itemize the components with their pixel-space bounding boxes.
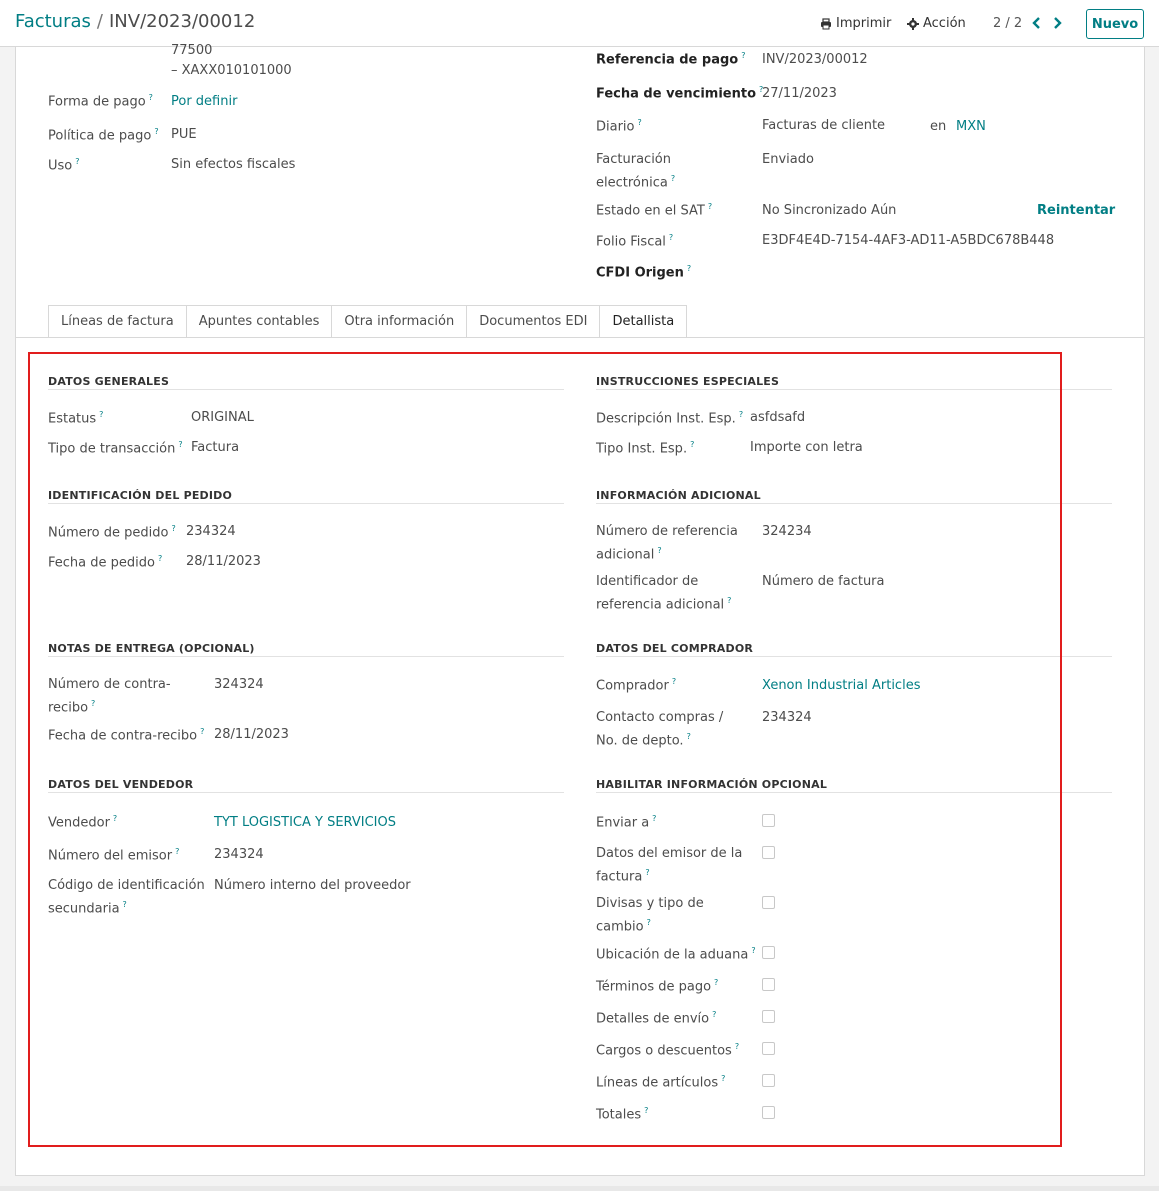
opt-totales-checkbox[interactable] [762, 1106, 775, 1119]
folio-label: Folio Fiscal ? [596, 233, 674, 250]
chevron-left-icon [1031, 16, 1041, 30]
help-icon[interactable]: ? [671, 677, 677, 686]
currency-field[interactable]: MXN [956, 119, 986, 134]
help-icon[interactable]: ? [686, 264, 692, 273]
section-divider [48, 503, 564, 504]
partner-address-zip: 77500 [171, 43, 213, 58]
num-ref-adicional-label: Número de referencia adicional ? [596, 524, 738, 563]
section-title-vendedor: DATOS DEL VENDEDOR [48, 778, 194, 791]
fecha-pedido-field[interactable]: 28/11/2023 [186, 554, 261, 569]
breadcrumb [15, 11, 255, 32]
uso-label: Uso ? [48, 157, 80, 174]
tipo-inst-field[interactable]: Importe con letra [750, 440, 863, 455]
help-icon[interactable]: ? [637, 118, 642, 127]
help-icon[interactable]: ? [707, 202, 713, 211]
help-icon[interactable]: ? [738, 410, 744, 419]
numero-emisor-label: Número del emisor ? [48, 847, 180, 864]
help-icon[interactable]: ? [171, 524, 176, 533]
tab-lineas-factura[interactable]: Líneas de factura [48, 305, 186, 338]
section-divider [596, 792, 1112, 793]
ref-pago-label: Referencia de pago ? [596, 51, 746, 68]
politica-pago-field[interactable]: PUE [171, 127, 197, 142]
estatus-label: Estatus ? [48, 410, 104, 427]
section-divider [596, 656, 1112, 657]
forma-pago-label: Forma de pago ? [48, 93, 153, 110]
opt-lineas-articulos-label: Líneas de artículos ? [596, 1074, 726, 1091]
section-divider [48, 389, 564, 390]
pager-value[interactable]: 2 / 2 [993, 16, 1023, 31]
comprador-field[interactable]: Xenon Industrial Articles [762, 678, 921, 693]
help-icon[interactable]: ? [690, 440, 695, 449]
forma-pago-field[interactable]: Por definir [171, 94, 238, 109]
tab-divider [16, 337, 1144, 338]
help-icon[interactable]: ? [646, 918, 651, 927]
fecha-contra-recibo-field[interactable]: 28/11/2023 [214, 727, 289, 742]
help-icon[interactable]: ? [759, 85, 764, 94]
num-ref-adicional-field[interactable]: 324234 [762, 524, 812, 539]
help-icon[interactable]: ? [112, 814, 118, 823]
tab-detallista[interactable]: Detallista [599, 305, 687, 338]
help-icon[interactable]: ? [751, 946, 756, 955]
numero-pedido-field[interactable]: 234324 [186, 524, 236, 539]
help-icon[interactable]: ? [668, 233, 674, 242]
descripcion-inst-label: Descripción Inst. Esp. ? [596, 410, 744, 427]
help-icon[interactable]: ? [670, 174, 676, 183]
help-icon[interactable]: ? [157, 554, 163, 563]
estado-sat-field[interactable]: No Sincronizado Aún [762, 203, 897, 218]
tab-apuntes-contables[interactable]: Apuntes contables [186, 305, 332, 338]
contra-recibo-label: Número de contra-recibo ? [48, 677, 171, 716]
vencimiento-label: Fecha de vencimiento ? [596, 85, 764, 102]
vencimiento-field[interactable]: 27/11/2023 [762, 86, 837, 101]
section-title-pedido: IDENTIFICACIÓN DEL PEDIDO [48, 489, 233, 502]
action-label: Acción [923, 16, 966, 31]
help-icon[interactable]: ? [644, 1106, 649, 1115]
cfdi-origen-label: CFDI Origen ? [596, 264, 692, 281]
opt-terminos-pago-label: Términos de pago ? [596, 978, 719, 995]
chevron-right-icon [1053, 16, 1063, 30]
help-icon[interactable]: ? [148, 93, 153, 102]
diario-en-text: en [930, 119, 947, 134]
codigo-identificacion-field[interactable]: Número interno del proveedor [214, 878, 411, 893]
help-icon[interactable]: ? [712, 1010, 717, 1019]
opt-datos-emisor-label: Datos del emisor de la factura ? [596, 846, 743, 885]
comprador-label: Comprador ? [596, 677, 677, 694]
ident-ref-adicional-label: Identificador de referencia adicional ? [596, 574, 732, 613]
section-title-instrucciones: INSTRUCCIONES ESPECIALES [596, 375, 780, 388]
ident-ref-adicional-field[interactable]: Número de factura [762, 574, 885, 589]
help-icon[interactable]: ? [721, 1074, 726, 1083]
print-label: Imprimir [836, 16, 892, 31]
pager-next-button[interactable] [1050, 14, 1066, 32]
tab-documentos-edi[interactable]: Documentos EDI [466, 305, 599, 338]
contacto-compras-field[interactable]: 234324 [762, 710, 812, 725]
opt-detalles-envio-checkbox[interactable] [762, 1010, 775, 1023]
section-divider [48, 656, 564, 657]
opt-lineas-articulos-checkbox[interactable] [762, 1074, 775, 1087]
ref-pago-field[interactable]: INV/2023/00012 [762, 52, 868, 67]
fecha-contra-recibo-label: Fecha de contra-recibo ? [48, 727, 205, 744]
help-icon[interactable]: ? [714, 978, 719, 987]
breadcrumb-facturas-link[interactable]: Facturas [15, 11, 91, 32]
help-icon[interactable]: ? [657, 546, 662, 555]
tab-otra-informacion[interactable]: Otra información [331, 305, 466, 338]
help-icon[interactable]: ? [154, 127, 159, 136]
vendedor-label: Vendedor ? [48, 814, 118, 831]
print-icon [820, 18, 832, 30]
section-title-entrega: NOTAS DE ENTREGA (OPCIONAL) [48, 642, 255, 655]
opt-terminos-pago-checkbox[interactable] [762, 978, 775, 991]
facturacion-field[interactable]: Enviado [762, 152, 814, 167]
opt-enviar-a-checkbox[interactable] [762, 814, 775, 827]
partner-address-vat: – XAXX010101000 [171, 63, 292, 78]
help-icon[interactable]: ? [200, 727, 205, 736]
tipo-transaccion-label: Tipo de transacción ? [48, 440, 183, 457]
section-title-comprador: DATOS DEL COMPRADOR [596, 642, 754, 655]
uso-field[interactable]: Sin efectos fiscales [171, 157, 296, 172]
vendedor-field[interactable]: TYT LOGISTICA Y SERVICIOS [214, 815, 396, 830]
opt-cargos-label: Cargos o descuentos ? [596, 1042, 740, 1059]
diario-label: Diario ? [596, 118, 642, 135]
help-icon[interactable]: ? [686, 732, 691, 741]
help-icon[interactable]: ? [91, 699, 96, 708]
section-divider [596, 389, 1112, 390]
opt-divisas-label: Divisas y tipo de cambio ? [596, 896, 704, 935]
tipo-inst-label: Tipo Inst. Esp. ? [596, 440, 695, 457]
help-icon[interactable]: ? [727, 596, 732, 605]
contacto-compras-label: Contacto compras / No. de depto. ? [596, 710, 724, 749]
diario-field[interactable]: Facturas de cliente [762, 118, 886, 133]
opt-divisas-checkbox[interactable] [762, 896, 775, 909]
breadcrumb-current: INV/2023/00012 [108, 11, 256, 32]
numero-emisor-field[interactable]: 234324 [214, 847, 264, 862]
pager-previous-button[interactable] [1028, 14, 1044, 32]
section-divider [596, 503, 1112, 504]
reintentar-button[interactable]: Reintentar [1037, 203, 1116, 218]
politica-pago-label: Política de pago ? [48, 127, 159, 144]
estatus-field[interactable]: ORIGINAL [191, 410, 254, 425]
help-icon[interactable]: ? [645, 868, 650, 877]
opt-cargos-checkbox[interactable] [762, 1042, 775, 1055]
opt-aduana-label: Ubicación de la aduana ? [596, 946, 756, 963]
section-title-datos-generales: DATOS GENERALES [48, 375, 170, 388]
tipo-transaccion-field[interactable]: Factura [191, 440, 240, 455]
estado-sat-label: Estado en el SAT ? [596, 202, 713, 219]
opt-datos-emisor-checkbox[interactable] [762, 846, 775, 859]
gear-icon [907, 18, 919, 30]
bottom-strip [0, 1186, 1159, 1191]
opt-detalles-envio-label: Detalles de envío ? [596, 1010, 717, 1027]
section-divider [48, 792, 564, 793]
contra-recibo-field[interactable]: 324324 [214, 677, 264, 692]
help-icon[interactable]: ? [741, 51, 746, 60]
action-button[interactable] [907, 16, 966, 31]
control-panel [0, 0, 1159, 47]
folio-field[interactable]: E3DF4E4D-7154-4AF3-AD11-A5BDC678B448 [762, 233, 1055, 248]
help-icon[interactable]: ? [122, 900, 127, 909]
help-icon[interactable]: ? [99, 410, 104, 419]
print-button[interactable] [820, 16, 891, 31]
breadcrumb-separator: / [96, 11, 103, 32]
opt-aduana-checkbox[interactable] [762, 946, 775, 959]
help-icon[interactable]: ? [75, 157, 80, 166]
opt-enviar-a-label: Enviar a ? [596, 814, 657, 831]
opt-totales-label: Totales ? [596, 1106, 649, 1123]
facturacion-label: Facturación electrónica ? [596, 152, 676, 191]
section-title-adicional: INFORMACIÓN ADICIONAL [596, 489, 761, 502]
fecha-pedido-label: Fecha de pedido ? [48, 554, 163, 571]
codigo-identificacion-label: Código de identificación secundaria ? [48, 878, 205, 917]
help-icon[interactable]: ? [734, 1042, 740, 1051]
help-icon[interactable]: ? [178, 440, 183, 449]
descripcion-inst-field[interactable]: asfdsafd [750, 410, 806, 425]
section-title-opcional: HABILITAR INFORMACIÓN OPCIONAL [596, 778, 828, 791]
notebook-tabs [48, 305, 687, 338]
new-button[interactable]: Nuevo [1086, 9, 1144, 39]
help-icon[interactable]: ? [175, 847, 180, 856]
numero-pedido-label: Número de pedido ? [48, 524, 176, 541]
help-icon[interactable]: ? [652, 814, 657, 823]
form-sheet [15, 47, 1145, 1176]
